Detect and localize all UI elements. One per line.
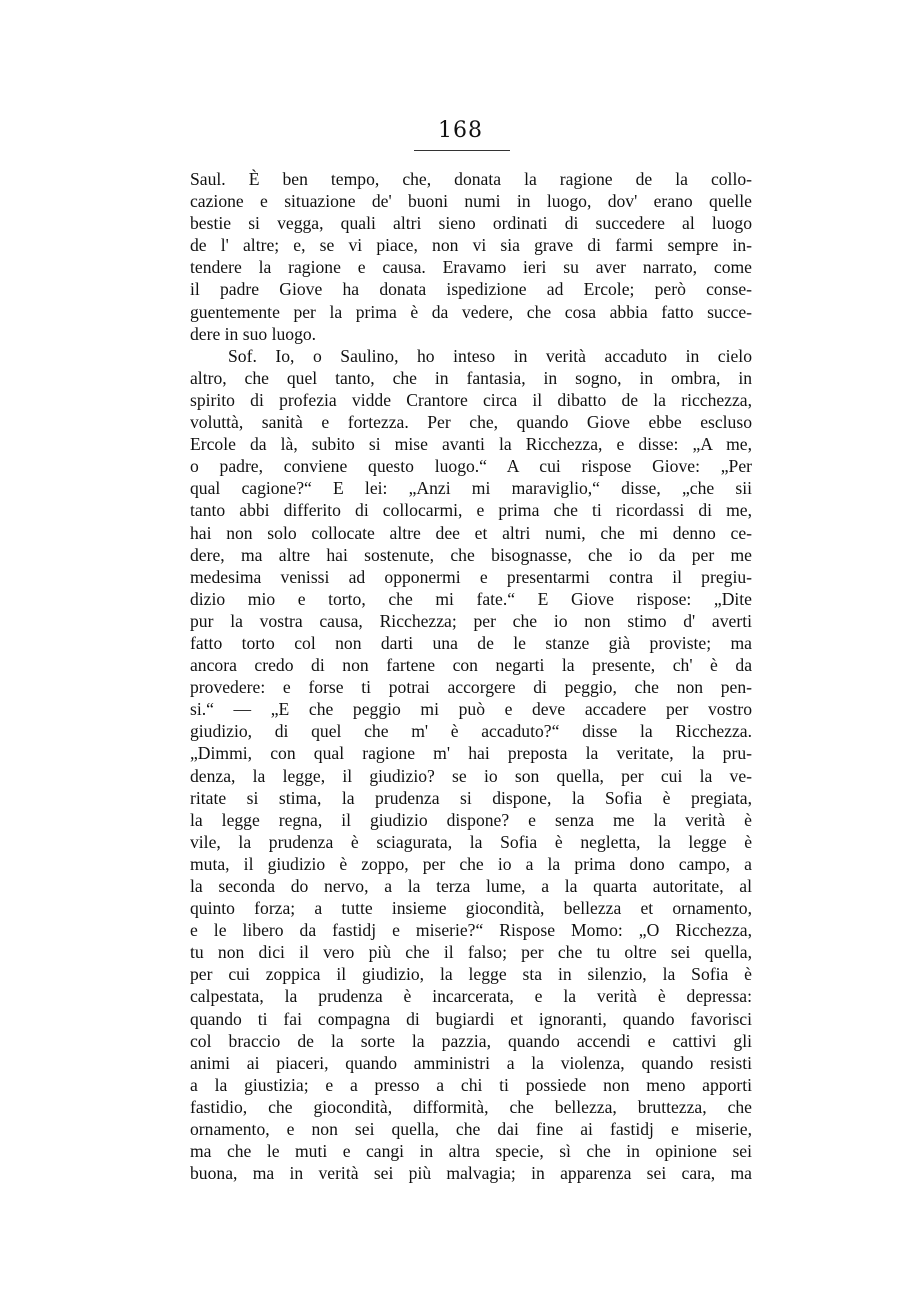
text-line: tu non dici il vero più che il falso; per che tu oltre sei quella, xyxy=(190,942,752,963)
text-line: fatto torto col non darti una de le stanze già proviste; ma xyxy=(190,632,752,653)
text-line: medesima venissi ad opponermi e presentarmi contra il pregiu- xyxy=(190,566,752,587)
text-line: pur la vostra causa, Ricchezza; per che io non stimo d' averti xyxy=(190,610,752,631)
text-line: de l' altre; e, se vi piace, non vi sia grave di farmi sempre in- xyxy=(190,235,752,256)
text-line: „Dimmi, con qual ragione m' hai preposta la veritate, la pru- xyxy=(190,743,752,764)
text-line: vile, la prudenza è sciagurata, la Sofia è negletta, la legge è xyxy=(190,831,752,852)
header-rule xyxy=(414,150,510,151)
text-line: provedere: e forse ti potrai accorgere di peggio, che non pen- xyxy=(190,677,752,698)
text-line: bestie si vegga, quali altri sieno ordinati di succedere al luogo xyxy=(190,213,752,234)
text-line: ma che le muti e cangi in altra specie, sì che in opinione sei xyxy=(190,1141,752,1162)
text-line: denza, la legge, il giudizio? se io son quella, per cui la ve- xyxy=(190,765,752,786)
text-line: calpestata, la prudenza è incarcerata, e la verità è depressa: xyxy=(190,986,752,1007)
text-line: cazione e situazione de' buoni numi in luogo, dov' erano quelle xyxy=(190,191,752,212)
text-line: hai non solo collocate altre dee et altri numi, che mi denno ce- xyxy=(190,522,752,543)
text-line: guentemente per la prima è da vedere, che cosa abbia fatto succe- xyxy=(190,301,752,322)
text-line: la legge regna, il giudizio dispone? e senza me la verità è xyxy=(190,809,752,830)
text-line: a la giustizia; e a presso a chi ti possiede non meno apporti xyxy=(190,1074,752,1095)
text-line: Sof. Io, o Saulino, ho inteso in verità accaduto in cielo xyxy=(228,345,752,366)
text-line: dere in suo luogo. xyxy=(190,323,317,344)
text-line: col braccio de la sorte la pazzia, quando accendi e cattivi gli xyxy=(190,1030,752,1051)
text-line: Saul. È ben tempo, che, donata la ragione de la collo- xyxy=(190,169,752,189)
text-line: ornamento, e non sei quella, che dai fine ai fastidj e miserie, xyxy=(190,1119,752,1140)
page-number: 168 xyxy=(438,118,483,143)
text-line: tendere la ragione e causa. Eravamo ieri su aver narrato, come xyxy=(190,257,752,278)
text-line: ritate si stima, la prudenza si dispone, la Sofia è pregiata, xyxy=(190,787,752,808)
text-line: per cui zoppica il giudizio, la legge sta in silenzio, la Sofia è xyxy=(190,964,752,985)
text-line: la seconda do nervo, a la terza lume, a la quarta autoritate, al xyxy=(190,876,752,896)
text-line: si.“ — „E che peggio mi può e deve accadere per vostro xyxy=(190,699,752,720)
text-line: animi ai piaceri, quando amministri a la violenza, quando resisti xyxy=(190,1052,752,1073)
text-line: spirito di profezia vidde Crantore circa il dibatto de la ricchezza, xyxy=(190,389,752,410)
text-line: e le libero da fastidj e miserie?“ Rispose Momo: „O Ricchezza, xyxy=(190,920,752,941)
text-line: dizio mio e torto, che mi fate.“ E Giove rispose: „Dite xyxy=(190,588,752,609)
text-line: voluttà, sanità e fortezza. Per che, quando Giove ebbe escluso xyxy=(190,412,752,433)
text-line: altro, che quel tanto, che in fantasia, in sogno, in ombra, in xyxy=(190,367,752,388)
text-line: giudizio, di quel che m' è accaduto?“ disse la Ricchezza. xyxy=(190,721,752,742)
body-text xyxy=(190,168,752,1184)
text-line: qual cagione?“ E lei: „Anzi mi maraviglio,“ disse, „che sii xyxy=(190,478,752,499)
text-line: dere, ma altre hai sostenute, che bisognasse, che io da per me xyxy=(190,544,752,565)
text-line: tanto abbi differito di collocarmi, e prima che ti ricordassi di me, xyxy=(190,500,752,521)
text-line: quinto forza; a tutte insieme giocondità, bellezza et ornamento, xyxy=(190,898,752,919)
text-line: o padre, conviene questo luogo.“ A cui rispose Giove: „Per xyxy=(190,456,752,477)
text-line: muta, il giudizio è zoppo, per che io a la prima dono campo, a xyxy=(190,853,752,874)
text-line: quando ti fai compagna di bugiardi et ignoranti, quando favorisci xyxy=(190,1008,752,1029)
text-line: Ercole da là, subito si mise avanti la Ricchezza, e disse: „A me, xyxy=(190,434,752,455)
text-line: ancora credo di non fartene con negarti la presente, ch' è da xyxy=(190,655,752,676)
text-line: buona, ma in verità sei più malvagia; in apparenza sei cara, ma xyxy=(190,1163,752,1184)
text-line: il padre Giove ha donata ispedizione ad Ercole; però conse- xyxy=(190,279,752,300)
text-line: fastidio, che giocondità, difformità, che bellezza, bruttezza, che xyxy=(190,1096,752,1117)
